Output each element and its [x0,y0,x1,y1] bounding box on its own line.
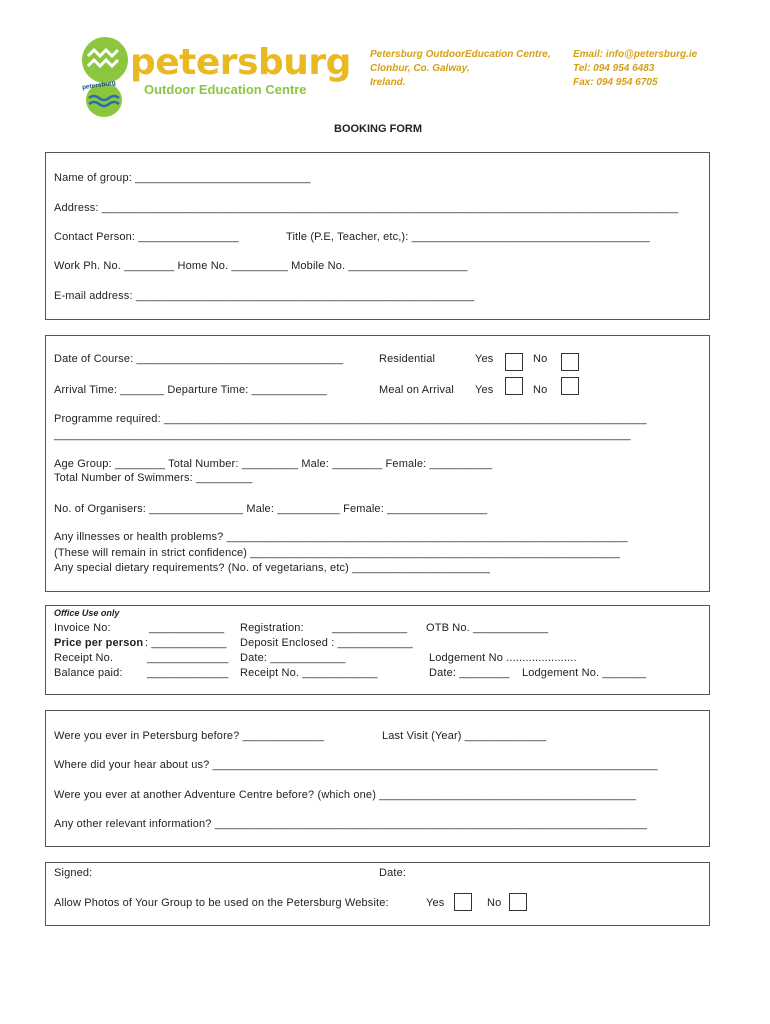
meal-no-checkbox[interactable] [561,377,579,395]
lodgement-date-field[interactable]: Date: ________ [429,667,510,679]
photo-yes-label: Yes [426,897,445,909]
lodgement-no-field[interactable]: Lodgement No. _______ [522,667,647,679]
lodgement-field[interactable]: Lodgement No ...................... [429,652,577,664]
office-use-heading: Office Use only [54,608,120,618]
confidence-field[interactable]: (These will remain in strict confidence) ___________________________________________________________ [54,547,621,559]
balance-field[interactable]: _____________ [147,667,229,679]
office-use-section [45,605,710,695]
logo-name: petersburg [130,42,351,83]
logo [80,36,351,120]
swimmers-field[interactable]: Total Number of Swimmers: _________ [54,472,253,484]
office-date-field[interactable]: Date: ____________ [240,652,346,664]
age-group-field[interactable]: Age Group: ________ Total Number: _________ Male: ________ Female: __________ [54,458,493,470]
where-hear-field[interactable]: Where did your hear about us? _______________________________________________________________________ [54,759,658,771]
meal-label: Meal on Arrival [379,384,455,396]
date-of-course-field[interactable]: Date of Course: _________________________________ [54,353,344,365]
residential-no-label: No [533,353,548,365]
price-per-person-field[interactable]: : ____________ [145,637,227,649]
receipt-field[interactable]: _____________ [147,652,229,664]
invoice-label: Invoice No: [54,622,111,634]
visited-before-field[interactable]: Were you ever in Petersburg before? _____________ [54,730,325,742]
email-field[interactable]: E-mail address: ______________________________________________________ [54,290,475,302]
programme-field-line2[interactable]: ____________________________________________________________________________________________ [54,429,631,441]
meal-yes-checkbox[interactable] [505,377,523,395]
arrival-departure-field[interactable]: Arrival Time: _______ Departure Time: ____________ [54,384,327,396]
another-centre-field[interactable]: Were you ever at another Adventure Centre before? (which one) _________________________________________ [54,789,637,801]
price-per-person-label: Price per person [54,637,144,649]
other-info-field[interactable]: Any other relevant information? _____________________________________________________________________ [54,818,648,830]
tel-line: Tel: 094 954 6483 [573,63,655,74]
logo-badge: petersburg [81,79,117,92]
residential-yes-label: Yes [475,353,494,365]
centre-contacts [573,48,697,90]
balance-label: Balance paid: [54,667,123,679]
title-field[interactable]: Title (P.E, Teacher, etc,): ______________________________________ [286,231,650,243]
registration-label: Registration: [240,622,304,634]
logo-subtitle: Outdoor Education Centre [144,82,307,97]
photo-no-label: No [487,897,502,909]
address-line: Ireland. [370,77,406,88]
email-line: Email: info@petersburg.ie [573,49,698,60]
deposit-field[interactable]: Deposit Enclosed : ____________ [240,637,413,649]
registration-field[interactable]: ____________ [332,622,408,634]
photo-yes-checkbox[interactable] [454,893,472,911]
residential-no-checkbox[interactable] [561,353,579,371]
address-line: Clonbur, Co. Galway, [370,63,470,74]
invoice-field[interactable]: ____________ [149,622,225,634]
address-field[interactable]: Address: ____________________________________________________________________________________________ [54,202,679,214]
address-line: Petersburg OutdoorEducation Centre, [370,49,551,60]
office-receipt-field[interactable]: Receipt No. ____________ [240,667,378,679]
otb-field[interactable]: OTB No. ____________ [426,622,549,634]
signed-date-field[interactable]: Date: [379,867,407,879]
organisers-field[interactable]: No. of Organisers: _______________ Male: __________ Female: ________________ [54,503,488,515]
centre-address [370,48,551,90]
last-visit-field[interactable]: Last Visit (Year) _____________ [382,730,547,742]
illnesses-field[interactable]: Any illnesses or health problems? ________________________________________________________________ [54,531,628,543]
meal-no-label: No [533,384,548,396]
programme-field[interactable]: Programme required: _____________________________________________________________________________ [54,413,647,425]
signed-field[interactable]: Signed: [54,867,93,879]
contact-person-field[interactable]: Contact Person: ________________ [54,231,239,243]
receipt-label: Receipt No. [54,652,114,664]
group-name-field[interactable]: Name of group: ____________________________ [54,172,311,184]
dietary-field[interactable]: Any special dietary requirements? (No. of vegetarians, etc) ______________________ [54,562,491,574]
signature-section [45,862,710,926]
phone-fields[interactable]: Work Ph. No. ________ Home No. _________ Mobile No. ___________________ [54,260,468,272]
fax-line: Fax: 094 954 6705 [573,77,658,88]
residential-yes-checkbox[interactable] [505,353,523,371]
form-title: BOOKING FORM [334,123,422,135]
residential-label: Residential [379,353,436,365]
photo-no-checkbox[interactable] [509,893,527,911]
meal-yes-label: Yes [475,384,494,396]
photo-consent-label: Allow Photos of Your Group to be used on the Petersburg Website: [54,897,389,909]
logo-mark [80,36,130,118]
